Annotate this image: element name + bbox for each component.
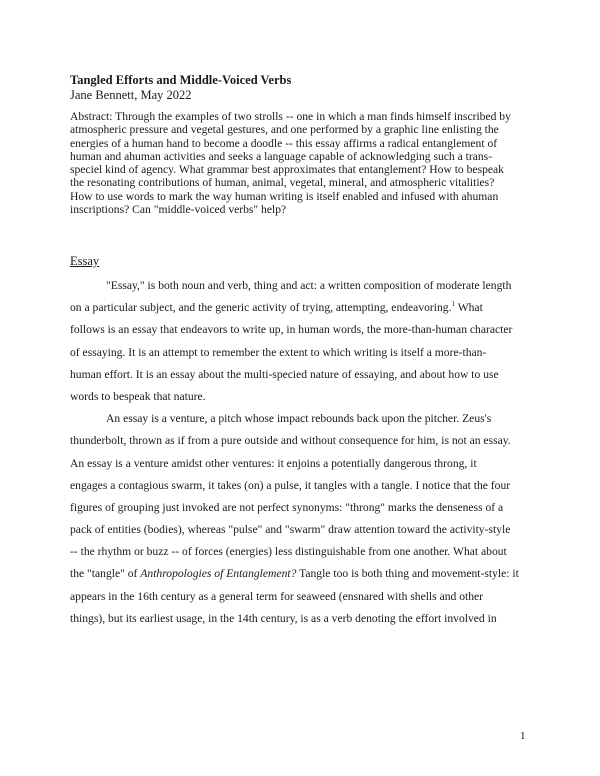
page-number: 1	[520, 730, 526, 742]
body-line: An essay is a venture amidst other ventures: it enjoins a potentially dangerous throng, it	[70, 456, 477, 470]
body-line: engages a contagious swarm, it takes (on) a pulse, it tangles with a tangle. I notice that the four	[70, 478, 511, 492]
body-line: human effort. It is an essay about the multi-specied nature of essaying, and about how to use	[70, 367, 499, 381]
body-text-segment: Tangle too is both thing and movement-style: it	[296, 567, 519, 581]
abstract-line: the resonating contributions of human, animal, vegetal, mineral, and atmospheric vitalities?	[70, 176, 495, 190]
abstract-line: Abstract: Through the examples of two strolls -- one in which a man finds himself inscribed by	[70, 110, 511, 123]
body-line	[70, 297, 532, 319]
footnote-marker[interactable]: 1	[451, 300, 455, 309]
body-line: An essay is a venture, a pitch whose impact rebounds back upon the pitcher. Zeus's	[106, 412, 492, 426]
body-text-segment: the "tangle" of	[70, 567, 141, 581]
book-title-italic: Anthropologies of Entanglement?	[140, 567, 297, 581]
body-text-segment: on a particular subject, and the generic activity of trying, attempting, endeavoring.	[70, 301, 452, 315]
body-line: words to bespeak that nature.	[70, 389, 206, 403]
body-line: "Essay," is both noun and verb, thing and act: a written composition of moderate length	[106, 279, 512, 292]
abstract-line: speciel kind of agency. What grammar best approximates that entanglement? How to bespeak	[70, 163, 504, 177]
abstract-line: atmospheric pressure and vegetal gestures, and one performed by a graphic line enlisting the	[70, 123, 499, 137]
abstract-line: human and ahuman activities and seeks a language capable of acknowledging such a trans-	[70, 149, 493, 163]
body-line: appears in the 16th century as a general term for seaweed (ensnared with shells and other	[70, 589, 484, 603]
essay-body	[70, 275, 532, 630]
body-line: follows is an essay that endeavors to write up, in human words, the more-than-human character	[70, 323, 513, 337]
body-text-segment: What	[455, 301, 483, 315]
paper-title: Tangled Efforts and Middle-Voiced Verbs	[70, 73, 292, 87]
body-line: thunderbolt, thrown as if from a pure outside and without consequence for him, is not an essay.	[70, 434, 511, 448]
abstract-line: How to use words to mark the way human writing is itself enabled and infused with ahuman	[70, 189, 499, 203]
abstract-line: energies of a human hand to become a doodle -- this essay affirms a radical entanglement of	[70, 136, 498, 150]
body-line: figures of grouping just invoked are not perfect synonyms: "throng" marks the denseness of a	[70, 500, 504, 514]
body-line	[70, 563, 532, 585]
body-line: -- the rhythm or buzz -- of forces (energies) less distinguishable from one another. What about	[70, 545, 507, 559]
body-line: of essaying. It is an attempt to remember the extent to which writing is itself a more-than-	[70, 345, 487, 359]
body-line: pack of entities (bodies), whereas "pulse" and "swarm" draw attention toward the activity-style	[70, 523, 511, 537]
abstract-line: inscriptions? Can "middle-voiced verbs" help?	[70, 203, 287, 217]
body-line: things), but its earliest usage, in the 14th century, is as a verb denoting the effort involved in	[70, 611, 497, 625]
author-date: Jane Bennett, May 2022	[70, 88, 192, 102]
abstract	[70, 110, 532, 216]
section-heading-essay: Essay	[70, 254, 100, 268]
